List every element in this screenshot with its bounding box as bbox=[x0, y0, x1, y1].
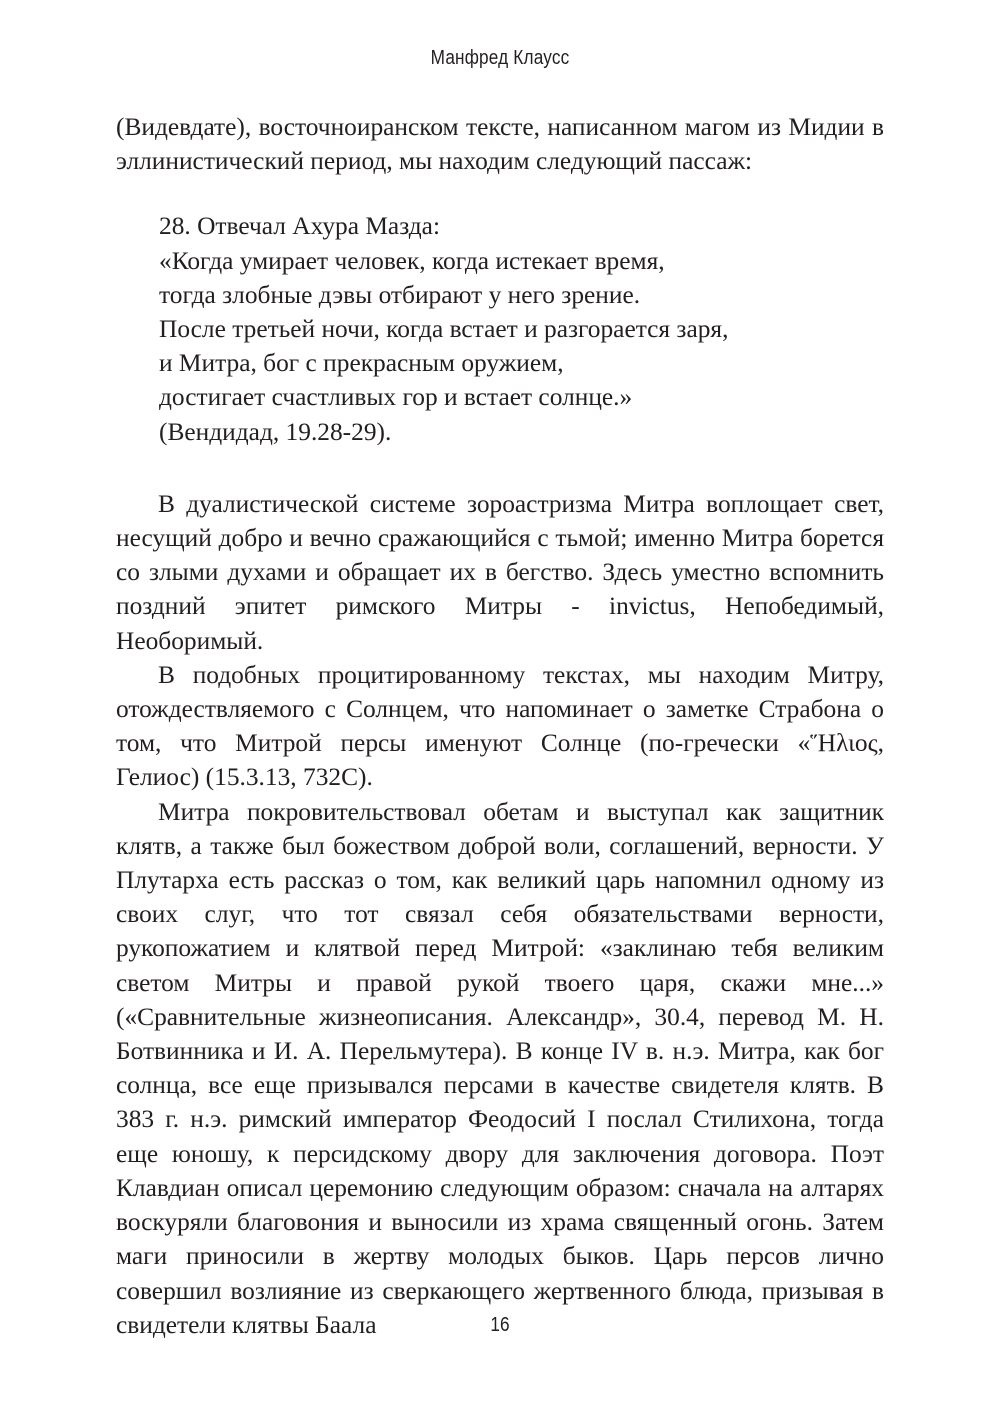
verse-line: и Митра, бог с прекрасным оружием, bbox=[159, 349, 564, 378]
running-head: Манфред Клаусс bbox=[430, 47, 570, 69]
verse-line: «Когда умирает человек, когда истекает время, bbox=[159, 246, 665, 275]
verse-line: достигает счастливых гор и встает солнце.» bbox=[159, 383, 633, 412]
verse-citation: (Вендидад, 19.28-29). bbox=[159, 417, 392, 446]
paragraph-dualism: В дуалистической системе зороастризма Митра воплощает свет, несущий добро и вечно сражающийся с тьмой; именно Митра борется со злыми духами и обращает их в бегство. Здесь уместно вспомнить поздний эпитет римского Митры - invictus, Непобедимый, Необоримый. bbox=[116, 489, 884, 655]
verse-line: 28. Отвечал Ахура Мазда: bbox=[159, 212, 441, 241]
page-body bbox=[116, 110, 884, 1342]
paragraph-oaths: Митра покровительствовал обетам и выступал как защитник клятв, а также был божеством доброй воли, соглашений, верности. У Плутарха есть рассказ о том, как великий царь напомнил одному из своих слуг, что тот связал себя обязательствами верности, рукопожатием и клятвой перед Митрой: «заклинаю тебя великим светом Митры и правой рукой твоего царя, скажи мне...» («Сравнительные жизнеописания. Александр», 30.4, перевод М. Н. Ботвинника и И. А. Перельмутера). В конце IV в. н.э. Митра, как бог солнца, все еще призывался персами в качестве свидетеля клятв. В 383 г. н.э. римский император Феодосий I послал Стилихона, тогда еще юношу, к персидскому двору для заключения договора. Поэт Клавдиан описал церемонию следующим образом: сначала на алтарях воскуряли благовония и выносили из храма священный огонь. Затем маги приносили в жертву молодых быков. Царь персов лично совершил возлияние из сверкающего жертвенного блюда, призывая в свидетели клятвы Баала bbox=[116, 797, 884, 1339]
intro-paragraph: (Видевдате), восточноиранском тексте, написанном магом из Мидии в эллинистический период, мы находим следующий пассаж: bbox=[116, 113, 884, 176]
verse-quotation bbox=[116, 209, 884, 448]
verse-line: После третьей ночи, когда встает и разгорается заря, bbox=[159, 315, 729, 344]
paragraph-sun: В подобных процитированному текстах, мы находим Митру, отождествляемого с Солнцем, что напоминает о заметке Страбона о том, что Митрой персы именуют Солнце (по-гречески «Ἥλιος, Гелиос) (15.3.13, 732С). bbox=[116, 660, 884, 792]
verse-line: тогда злобные дэвы отбирают у него зрение. bbox=[159, 280, 641, 309]
page-number: 16 bbox=[490, 1314, 510, 1336]
